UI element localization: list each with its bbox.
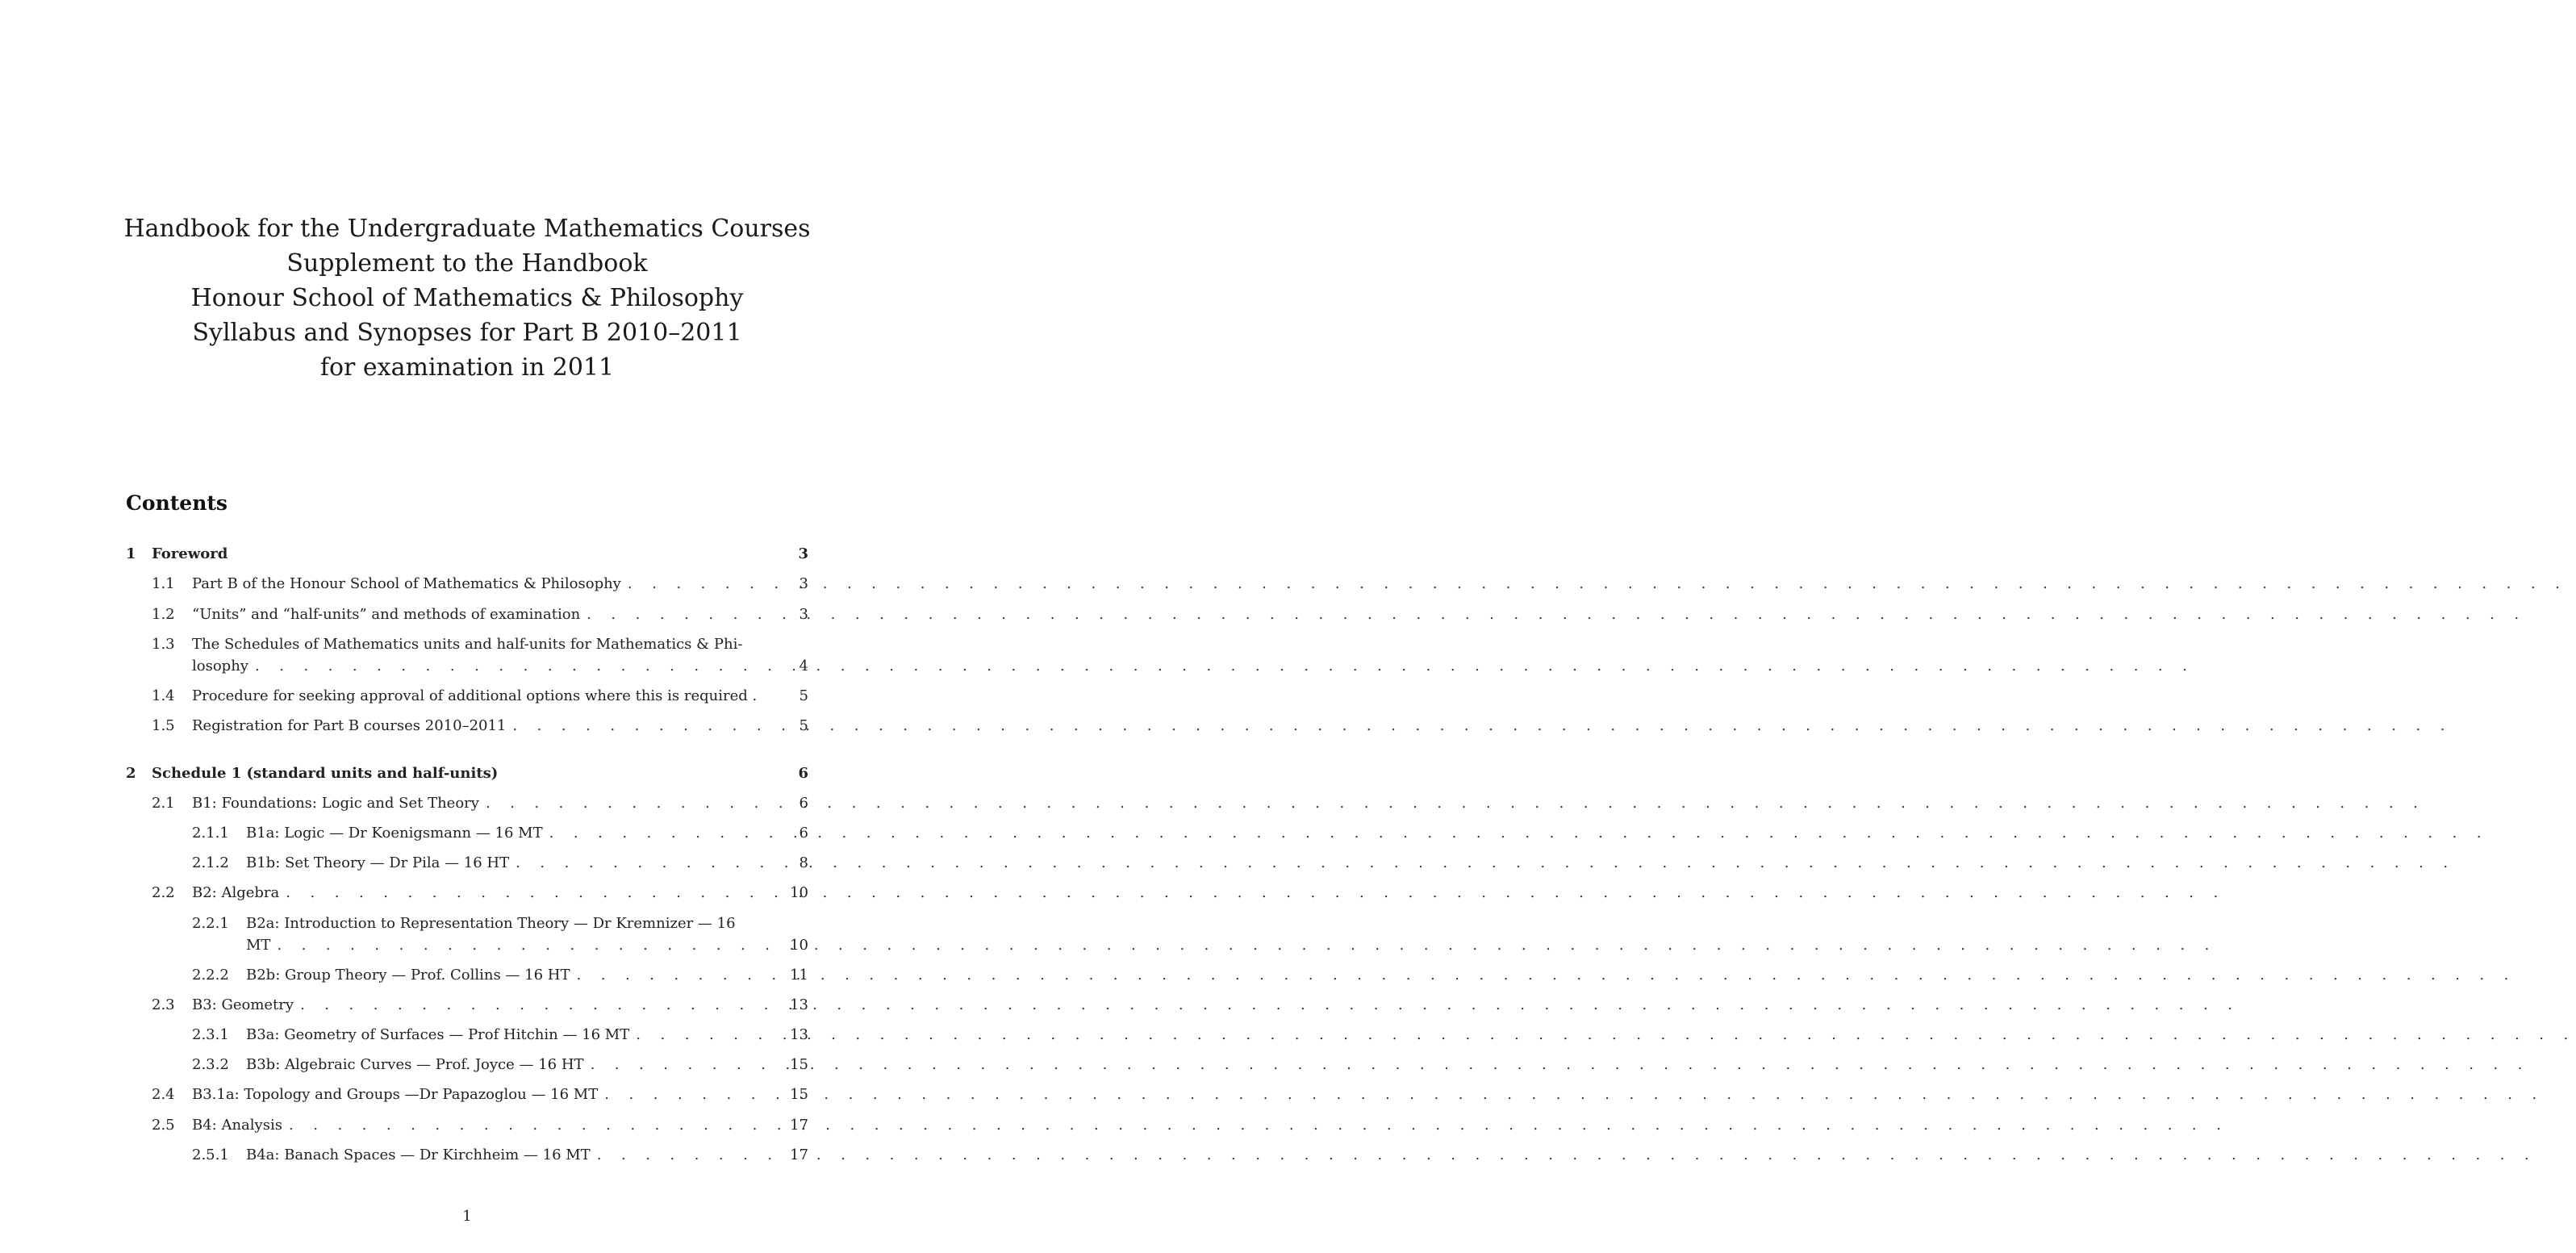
toc-title: Registration for Part B courses 2010–2011: [192, 717, 507, 734]
toc-page: 6: [799, 795, 808, 812]
toc-number: 2.4: [152, 1086, 175, 1103]
toc-number: 2.1.2: [192, 854, 229, 871]
dot-leader: [597, 1146, 2536, 1163]
toc-title: B1: Foundations: Logic and Set Theory: [192, 795, 479, 812]
toc-title: B3.1a: Topology and Groups —Dr Papazoglou — 16 MT: [192, 1086, 599, 1103]
toc-number: 2.2.1: [192, 915, 229, 932]
toc-page: 3: [798, 545, 808, 562]
toc-subsection-2-5[interactable]: [152, 1117, 808, 1134]
toc-number: 2.2: [152, 884, 175, 901]
toc-page: 17: [790, 1146, 808, 1163]
toc-title-line-2: MT: [246, 937, 271, 954]
dot-leader: [587, 606, 2526, 623]
toc-title: B2: Algebra: [192, 884, 280, 901]
toc-title: B3a: Geometry of Surfaces — Prof Hitchin — 16 MT: [246, 1026, 630, 1043]
toc-title: B4: Analysis: [192, 1117, 282, 1134]
toc-page: 17: [790, 1117, 808, 1134]
toc-number: 2.2.2: [192, 967, 229, 984]
toc-title: Procedure for seeking approval of additional options where this is required .: [192, 687, 758, 704]
toc-subsection-1-3[interactable]: [152, 636, 808, 675]
title-line-1: Handbook for the Undergraduate Mathematics Courses: [123, 215, 811, 243]
toc-page: 5: [799, 717, 808, 734]
dot-leader: [255, 658, 2194, 675]
title-line-5: for examination in 2011: [319, 353, 615, 382]
dot-leader: [576, 967, 2515, 984]
toc-number: 2.5.1: [192, 1146, 229, 1163]
toc-number: 1.4: [152, 687, 175, 704]
toc-title-line-2: losophy: [192, 658, 248, 675]
toc-page: 5: [799, 687, 808, 704]
toc-number: 1.5: [152, 717, 175, 734]
toc-number: 2: [126, 765, 136, 782]
toc-title: B3: Geometry: [192, 996, 294, 1013]
toc-subsubsection-2-3-2[interactable]: [192, 1056, 808, 1073]
toc-page: 11: [790, 967, 808, 984]
toc-title: Schedule 1 (standard units and half-units): [152, 765, 499, 782]
toc-subsection-2-3[interactable]: [152, 996, 808, 1013]
toc-page: 6: [798, 765, 808, 782]
toc-subsection-1-4[interactable]: [152, 687, 808, 704]
toc-number: 2.3.1: [192, 1026, 229, 1043]
toc-number: 1.2: [152, 606, 175, 623]
dot-leader: [636, 1026, 2575, 1043]
toc-page: 10: [790, 937, 808, 954]
toc-page: 3: [799, 575, 808, 592]
toc-subsubsection-2-1-1[interactable]: [192, 825, 808, 842]
toc-page: 6: [799, 825, 808, 842]
toc-number: 2.1.1: [192, 825, 229, 842]
toc-subsubsection-2-2-1[interactable]: [192, 915, 808, 954]
page-number: 1: [462, 1208, 472, 1225]
toc-title: Part B of the Honour School of Mathematics & Philosophy: [192, 575, 621, 592]
toc-subsection-1-5[interactable]: [152, 717, 808, 734]
toc-page: 13: [790, 1026, 808, 1043]
toc-number: 1: [126, 545, 136, 562]
toc-page: 8: [799, 854, 808, 871]
dot-leader: [628, 575, 2567, 592]
toc-page: 13: [790, 996, 808, 1013]
dot-leader: [300, 996, 2240, 1013]
dot-leader: [591, 1056, 2530, 1073]
toc-page: 15: [790, 1056, 808, 1073]
toc-number: 2.3.2: [192, 1056, 229, 1073]
toc-title: B3b: Algebraic Curves — Prof. Joyce — 16 HT: [246, 1056, 584, 1073]
toc-number: 1.3: [152, 636, 175, 653]
toc-title: “Units” and “half-units” and methods of examination: [192, 606, 581, 623]
dot-leader: [549, 825, 2489, 842]
toc-number: 2.1: [152, 795, 175, 812]
toc-subsection-2-4[interactable]: [152, 1086, 808, 1103]
toc-title: Foreword: [152, 545, 228, 562]
toc-subsubsection-2-1-2[interactable]: [192, 854, 808, 871]
toc-title: B2b: Group Theory — Prof. Collins — 16 HT: [246, 967, 570, 984]
toc-subsection-1-2[interactable]: [152, 606, 808, 623]
toc-number: 1.1: [152, 575, 175, 592]
title-line-2: Supplement to the Handbook: [286, 249, 648, 278]
toc-subsection-1-1[interactable]: [152, 575, 808, 592]
toc-page: 3: [799, 606, 808, 623]
toc-title: B1b: Set Theory — Dr Pila — 16 HT: [246, 854, 510, 871]
toc-subsubsection-2-5-1[interactable]: [192, 1146, 808, 1163]
toc-title: B1a: Logic — Dr Koenigsmann — 16 MT: [246, 825, 543, 842]
toc-page: 15: [790, 1086, 808, 1103]
title-line-3: Honour School of Mathematics & Philosophy: [190, 284, 744, 312]
dot-leader: [286, 884, 2225, 901]
dot-leader: [289, 1117, 2228, 1134]
toc-subsubsection-2-3-1[interactable]: [192, 1026, 808, 1043]
contents-heading: Contents: [126, 491, 228, 515]
dot-leader: [604, 1086, 2544, 1103]
title-line-4: Syllabus and Synopses for Part B 2010–2011: [192, 319, 742, 347]
toc-number: 2.3: [152, 996, 175, 1013]
toc-section-2[interactable]: [126, 765, 808, 782]
dot-leader: [277, 937, 2216, 954]
toc-title: B4a: Banach Spaces — Dr Kirchheim — 16 MT: [246, 1146, 591, 1163]
toc-title-line-1: B2a: Introduction to Representation Theory — Dr Kremnizer — 16: [246, 915, 736, 932]
toc-subsubsection-2-2-2[interactable]: [192, 967, 808, 984]
toc-number: 2.5: [152, 1117, 175, 1134]
toc-subsection-2-2[interactable]: [152, 884, 808, 901]
toc-subsection-2-1[interactable]: [152, 795, 808, 812]
toc-section-1[interactable]: [126, 545, 808, 562]
document-title: [0, 211, 934, 385]
toc-page: 10: [790, 884, 808, 901]
toc-title-line-1: The Schedules of Mathematics units and half-units for Mathematics & Phi-: [192, 636, 743, 653]
toc-page: 4: [799, 658, 808, 675]
